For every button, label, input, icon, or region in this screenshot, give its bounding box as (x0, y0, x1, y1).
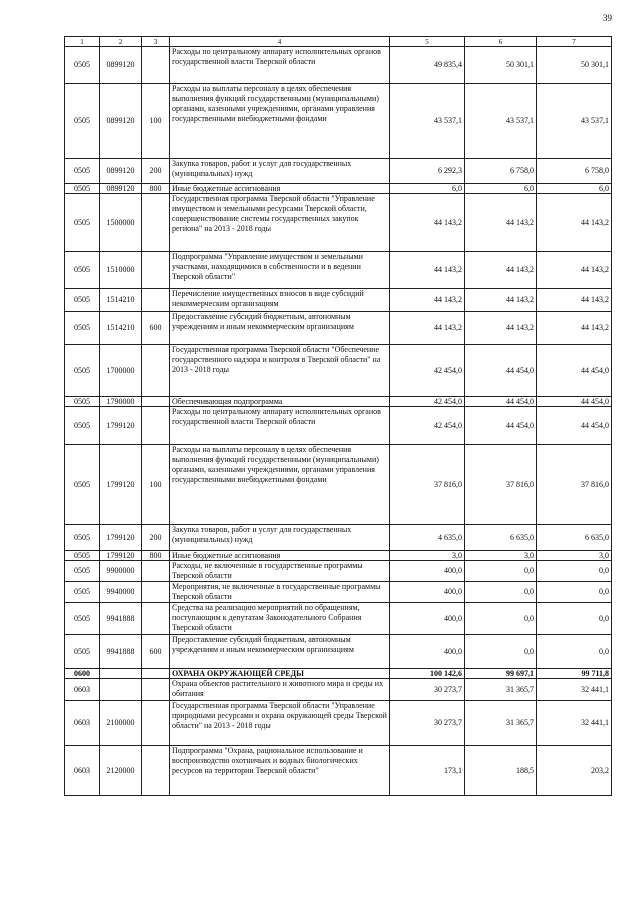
section-code-cell: 0505 (65, 445, 100, 525)
header-cell: 7 (537, 37, 612, 47)
amount-year-3-cell: 99 711,8 (537, 669, 612, 679)
target-article-cell: 1500000 (100, 194, 142, 252)
target-article-cell: 0899120 (100, 84, 142, 159)
amount-year-1-cell: 6 292,3 (390, 159, 465, 184)
description-cell: Иные бюджетные ассигнования (170, 551, 390, 561)
description-cell: Охрана объектов растительного и животного мира и среды их обитания (170, 679, 390, 701)
amount-year-1-cell: 100 142,6 (390, 669, 465, 679)
amount-year-1-cell: 400,0 (390, 561, 465, 582)
section-code-cell: 0505 (65, 635, 100, 669)
table-row (65, 47, 612, 84)
section-code-cell: 0505 (65, 194, 100, 252)
header-cell: 2 (100, 37, 142, 47)
amount-year-1-cell: 44 143,2 (390, 312, 465, 345)
amount-year-2-cell: 31 365,7 (465, 701, 537, 746)
amount-year-2-cell: 99 697,1 (465, 669, 537, 679)
target-article-cell: 1799120 (100, 551, 142, 561)
amount-year-2-cell: 50 301,1 (465, 47, 537, 84)
description-cell: Перечисление имущественных взносов в виде субсидий некоммерческим организациям (170, 289, 390, 312)
amount-year-3-cell: 32 441,1 (537, 701, 612, 746)
amount-year-1-cell: 43 537,1 (390, 84, 465, 159)
expense-type-cell (142, 746, 170, 796)
amount-year-1-cell: 37 816,0 (390, 445, 465, 525)
amount-year-1-cell: 42 454,0 (390, 345, 465, 397)
amount-year-2-cell: 44 454,0 (465, 397, 537, 407)
description-cell: Обеспечивающая подпрограмма (170, 397, 390, 407)
amount-year-3-cell: 44 454,0 (537, 397, 612, 407)
amount-year-3-cell: 203,2 (537, 746, 612, 796)
target-article-cell: 0899120 (100, 159, 142, 184)
amount-year-3-cell: 44 454,0 (537, 407, 612, 445)
target-article-cell: 9900000 (100, 561, 142, 582)
expense-type-cell (142, 701, 170, 746)
table-header-row (65, 37, 612, 47)
amount-year-1-cell: 3,0 (390, 551, 465, 561)
table-row (65, 525, 612, 551)
section-code-cell: 0505 (65, 345, 100, 397)
expense-type-cell (142, 679, 170, 701)
section-code-cell: 0505 (65, 252, 100, 289)
table-row (65, 603, 612, 635)
description-cell: Подпрограмма "Управление имуществом и земельными участками, находящимися в собственности и в ведении Тверской области" (170, 252, 390, 289)
expense-type-cell (142, 252, 170, 289)
amount-year-3-cell: 0,0 (537, 561, 612, 582)
table-row (65, 669, 612, 679)
amount-year-2-cell: 44 454,0 (465, 345, 537, 397)
section-code-cell: 0505 (65, 289, 100, 312)
header-cell: 4 (170, 37, 390, 47)
description-cell: Подпрограмма "Охрана, рациональное использование и воспроизводство охотничьих и водных биологических ресурсов на территории Тверской области" (170, 746, 390, 796)
table-row (65, 184, 612, 194)
expense-type-cell: 100 (142, 84, 170, 159)
amount-year-3-cell: 44 143,2 (537, 194, 612, 252)
amount-year-1-cell: 44 143,2 (390, 252, 465, 289)
expense-type-cell: 100 (142, 445, 170, 525)
amount-year-1-cell: 173,1 (390, 746, 465, 796)
section-code-cell: 0505 (65, 47, 100, 84)
description-cell: Предоставление субсидий бюджетным, автономным учреждениям и иным некоммерческим организациям (170, 312, 390, 345)
section-code-cell: 0505 (65, 603, 100, 635)
amount-year-3-cell: 6 635,0 (537, 525, 612, 551)
amount-year-1-cell: 49 835,4 (390, 47, 465, 84)
description-cell: Иные бюджетные ассигнования (170, 184, 390, 194)
amount-year-1-cell: 400,0 (390, 635, 465, 669)
amount-year-3-cell: 44 454,0 (537, 345, 612, 397)
table-row (65, 345, 612, 397)
expense-type-cell: 600 (142, 312, 170, 345)
description-cell: Расходы по центральному аппарату исполнительных органов государственной власти Тверской области (170, 47, 390, 84)
amount-year-3-cell: 44 143,2 (537, 252, 612, 289)
expense-type-cell: 200 (142, 159, 170, 184)
target-article-cell: 1514210 (100, 289, 142, 312)
amount-year-2-cell: 43 537,1 (465, 84, 537, 159)
amount-year-3-cell: 44 143,2 (537, 312, 612, 345)
amount-year-2-cell: 44 143,2 (465, 194, 537, 252)
amount-year-1-cell: 42 454,0 (390, 407, 465, 445)
header-cell: 5 (390, 37, 465, 47)
table-row (65, 635, 612, 669)
table-row (65, 289, 612, 312)
amount-year-3-cell: 32 441,1 (537, 679, 612, 701)
section-code-cell: 0505 (65, 561, 100, 582)
amount-year-1-cell: 4 635,0 (390, 525, 465, 551)
description-cell: Расходы на выплаты персоналу в целях обеспечения выполнения функций государственными (муниципальными) органами, казенными учреждениями, органами управления государственными внебюджетными фондами (170, 84, 390, 159)
expense-type-cell (142, 289, 170, 312)
target-article-cell: 9941888 (100, 635, 142, 669)
amount-year-3-cell: 0,0 (537, 582, 612, 603)
budget-table (64, 36, 612, 796)
amount-year-2-cell: 6 635,0 (465, 525, 537, 551)
section-code-cell: 0603 (65, 701, 100, 746)
amount-year-3-cell: 3,0 (537, 551, 612, 561)
target-article-cell: 9940000 (100, 582, 142, 603)
amount-year-3-cell: 6,0 (537, 184, 612, 194)
description-cell: Закупка товаров, работ и услуг для государственных (муниципальных) нужд (170, 525, 390, 551)
section-code-cell: 0603 (65, 746, 100, 796)
description-cell: Государственная программа Тверской области "Управление имуществом и земельными ресурсами Тверской области, совершенствование системы государственных закупок региона" на 2013 - 2018 годы (170, 194, 390, 252)
target-article-cell: 2120000 (100, 746, 142, 796)
expense-type-cell (142, 194, 170, 252)
amount-year-1-cell: 6,0 (390, 184, 465, 194)
table-row (65, 561, 612, 582)
amount-year-3-cell: 50 301,1 (537, 47, 612, 84)
target-article-cell (100, 679, 142, 701)
amount-year-2-cell: 44 143,2 (465, 312, 537, 345)
amount-year-1-cell: 30 273,7 (390, 679, 465, 701)
target-article-cell: 1510000 (100, 252, 142, 289)
amount-year-2-cell: 3,0 (465, 551, 537, 561)
expense-type-cell (142, 561, 170, 582)
amount-year-2-cell: 6 758,0 (465, 159, 537, 184)
table-row (65, 84, 612, 159)
amount-year-2-cell: 44 143,2 (465, 289, 537, 312)
amount-year-2-cell: 0,0 (465, 603, 537, 635)
target-article-cell: 9941888 (100, 603, 142, 635)
target-article-cell: 1700000 (100, 345, 142, 397)
target-article-cell: 0899120 (100, 184, 142, 194)
amount-year-1-cell: 30 273,7 (390, 701, 465, 746)
description-cell: Средства на реализацию мероприятий по обращениям, поступающим к депутатам Законодательного Собрания Тверской области (170, 603, 390, 635)
table-row (65, 159, 612, 184)
amount-year-2-cell: 37 816,0 (465, 445, 537, 525)
amount-year-1-cell: 44 143,2 (390, 289, 465, 312)
target-article-cell: 0899120 (100, 47, 142, 84)
description-cell: ОХРАНА ОКРУЖАЮЩЕЙ СРЕДЫ (170, 669, 390, 679)
expense-type-cell (142, 345, 170, 397)
expense-type-cell: 800 (142, 551, 170, 561)
amount-year-2-cell: 44 143,2 (465, 252, 537, 289)
table-row (65, 397, 612, 407)
amount-year-1-cell: 400,0 (390, 582, 465, 603)
amount-year-1-cell: 400,0 (390, 603, 465, 635)
amount-year-2-cell: 31 365,7 (465, 679, 537, 701)
table-row (65, 252, 612, 289)
target-article-cell: 1799120 (100, 525, 142, 551)
amount-year-3-cell: 43 537,1 (537, 84, 612, 159)
amount-year-2-cell: 188,5 (465, 746, 537, 796)
amount-year-1-cell: 42 454,0 (390, 397, 465, 407)
table-row (65, 445, 612, 525)
description-cell: Закупка товаров, работ и услуг для государственных (муниципальных) нужд (170, 159, 390, 184)
table-row (65, 746, 612, 796)
amount-year-2-cell: 44 454,0 (465, 407, 537, 445)
section-code-cell: 0505 (65, 525, 100, 551)
target-article-cell: 2100000 (100, 701, 142, 746)
expense-type-cell (142, 603, 170, 635)
description-cell: Расходы на выплаты персоналу в целях обеспечения выполнения функций государственными (муниципальными) органами, казенными учреждениями, органами управления государственными внебюджетными фондами (170, 445, 390, 525)
expense-type-cell (142, 47, 170, 84)
target-article-cell: 1514210 (100, 312, 142, 345)
target-article-cell (100, 669, 142, 679)
expense-type-cell: 200 (142, 525, 170, 551)
description-cell: Расходы по центральному аппарату исполнительных органов государственной власти Тверской области (170, 407, 390, 445)
amount-year-3-cell: 0,0 (537, 635, 612, 669)
section-code-cell: 0505 (65, 582, 100, 603)
section-code-cell: 0505 (65, 551, 100, 561)
amount-year-3-cell: 6 758,0 (537, 159, 612, 184)
description-cell: Государственная программа Тверской области "Обеспечение государственного надзора и контроля в Тверской области" на 2013 - 2018 годы (170, 345, 390, 397)
expense-type-cell: 600 (142, 635, 170, 669)
table-row (65, 701, 612, 746)
description-cell: Расходы, не включенные в государственные программы Тверской области (170, 561, 390, 582)
table-row (65, 407, 612, 445)
section-code-cell: 0505 (65, 184, 100, 194)
section-code-cell: 0603 (65, 679, 100, 701)
target-article-cell: 1799120 (100, 407, 142, 445)
section-code-cell: 0505 (65, 159, 100, 184)
amount-year-1-cell: 44 143,2 (390, 194, 465, 252)
description-cell: Мероприятия, не включенные в государственные программы Тверской области (170, 582, 390, 603)
header-cell: 3 (142, 37, 170, 47)
expense-type-cell: 800 (142, 184, 170, 194)
amount-year-3-cell: 44 143,2 (537, 289, 612, 312)
table-row (65, 551, 612, 561)
expense-type-cell (142, 407, 170, 445)
amount-year-2-cell: 0,0 (465, 561, 537, 582)
description-cell: Государственная программа Тверской области "Управление природными ресурсами и охрана окружающей среды Тверской области" на 2013 - 2018 годы (170, 701, 390, 746)
section-code-cell: 0505 (65, 84, 100, 159)
amount-year-2-cell: 6,0 (465, 184, 537, 194)
section-code-cell: 0600 (65, 669, 100, 679)
header-cell: 1 (65, 37, 100, 47)
header-cell: 6 (465, 37, 537, 47)
section-code-cell: 0505 (65, 397, 100, 407)
target-article-cell: 1799120 (100, 445, 142, 525)
expense-type-cell (142, 582, 170, 603)
page-number: 39 (603, 13, 612, 23)
table-row (65, 312, 612, 345)
table-row (65, 582, 612, 603)
expense-type-cell (142, 669, 170, 679)
table-row (65, 679, 612, 701)
amount-year-2-cell: 0,0 (465, 582, 537, 603)
description-cell: Предоставление субсидий бюджетным, автономным учреждениям и иным некоммерческим организациям (170, 635, 390, 669)
table-row (65, 194, 612, 252)
amount-year-3-cell: 37 816,0 (537, 445, 612, 525)
target-article-cell: 1790000 (100, 397, 142, 407)
expense-type-cell (142, 397, 170, 407)
amount-year-3-cell: 0,0 (537, 603, 612, 635)
section-code-cell: 0505 (65, 312, 100, 345)
section-code-cell: 0505 (65, 407, 100, 445)
amount-year-2-cell: 0,0 (465, 635, 537, 669)
